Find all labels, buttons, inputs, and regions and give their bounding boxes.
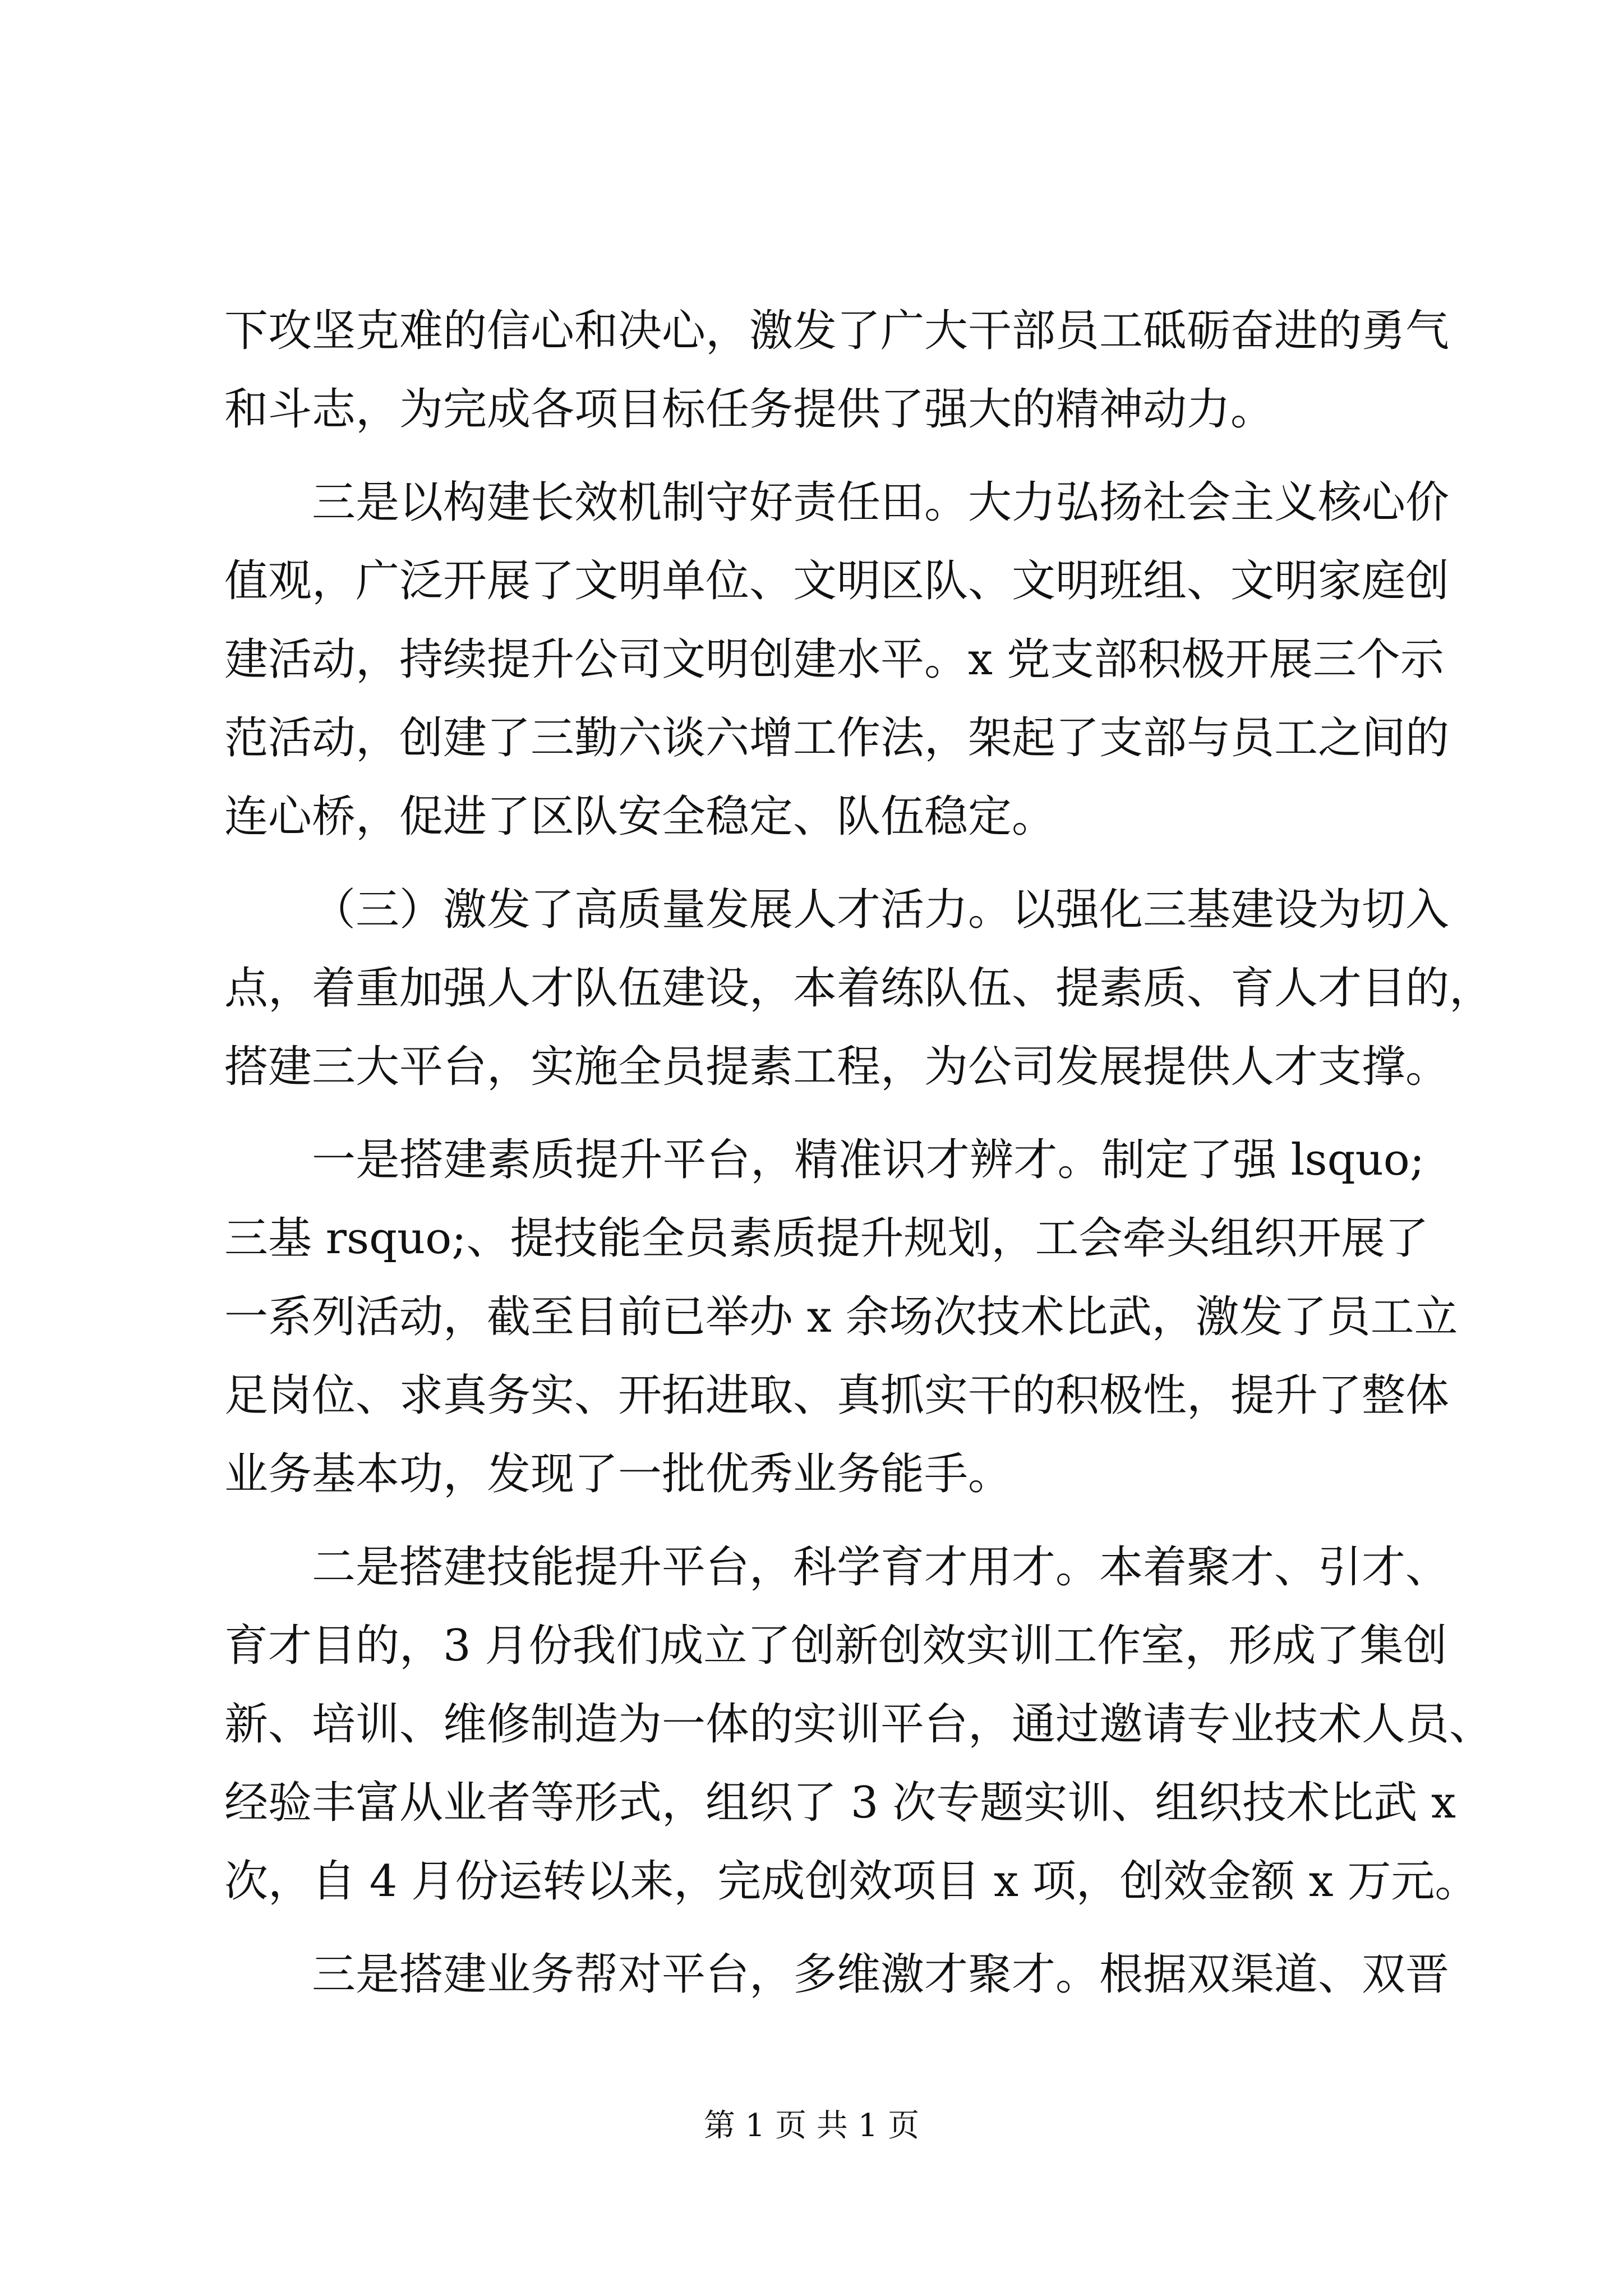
text-line: 点，着重加强人才队伍建设，本着练队伍、提素质、育人才目的，: [224, 963, 1493, 1014]
text-line: 育才目的，3 月份我们成立了创新创效实训工作室，形成了集创: [224, 1621, 1447, 1671]
text-line: 三是搭建业务帮对平台，多维激才聚才。根据双渠道、双晋: [312, 1949, 1450, 2000]
section-heading-line: （三）激发了高质量发展人才活力。以强化三基建设为切入: [312, 885, 1450, 935]
text-line: 一系列活动，截至目前已举办 x 余场次技术比武，激发了员工立: [224, 1292, 1458, 1342]
text-line: 值观，广泛开展了文明单位、文明区队、文明班组、文明家庭创: [224, 556, 1450, 606]
text-line: 新、培训、维修制造为一体的实训平台，通过邀请专业技术人员、: [224, 1699, 1493, 1750]
text-line: 范活动，创建了三勤六谈六增工作法，架起了支部与员工之间的: [224, 713, 1450, 763]
text-line: 搭建三大平台，实施全员提素工程，为公司发展提供人才支撑。: [224, 1042, 1450, 1092]
text-line: 下攻坚克难的信心和决心，激发了广大干部员工砥砺奋进的勇气: [224, 306, 1450, 356]
paragraph-skill-platform: [224, 1528, 1493, 1921]
text-line: 次，自 4 月份运转以来，完成创效项目 x 项，创效金额 x 万元。: [224, 1856, 1479, 1907]
text-line: 三基 rsquo;、提技能全员素质提升规划，工会牵头组织开展了: [224, 1213, 1429, 1264]
document-body: [224, 292, 1493, 2028]
paragraph-quality-platform: [224, 1121, 1458, 1513]
paragraph-long-term-mechanism: [224, 463, 1450, 856]
text-line: 足岗位、求真务实、开拓进取、真抓实干的积极性，提升了整体: [224, 1370, 1450, 1421]
text-line: 一是搭建素质提升平台，精准识才辨才。制定了强 lsquo;: [312, 1135, 1424, 1185]
text-line: 建活动，持续提升公司文明创建水平。x 党支部积极开展三个示: [224, 634, 1444, 685]
text-line: 连心桥，促进了区队安全稳定、队伍稳定。: [224, 792, 1056, 842]
page-footer: 第 1 页 共 1 页: [703, 2108, 920, 2144]
text-line: 二是搭建技能提升平台，科学育才用才。本着聚才、引才、: [312, 1542, 1450, 1593]
text-line: 经验丰富从业者等形式，组织了 3 次专题实训、组织技术比武 x: [224, 1778, 1456, 1828]
paragraph-section-three: [224, 871, 1493, 1106]
text-line: 三是以构建长效机制守好责任田。大力弘扬社会主义核心价: [312, 477, 1450, 528]
paragraph-continuation: [224, 292, 1450, 449]
text-line: 业务基本功，发现了一批优秀业务能手。: [224, 1449, 1012, 1499]
paragraph-business-platform: [224, 1935, 1450, 2014]
text-line: 和斗志，为完成各项目标任务提供了强大的精神动力。: [224, 384, 1275, 435]
